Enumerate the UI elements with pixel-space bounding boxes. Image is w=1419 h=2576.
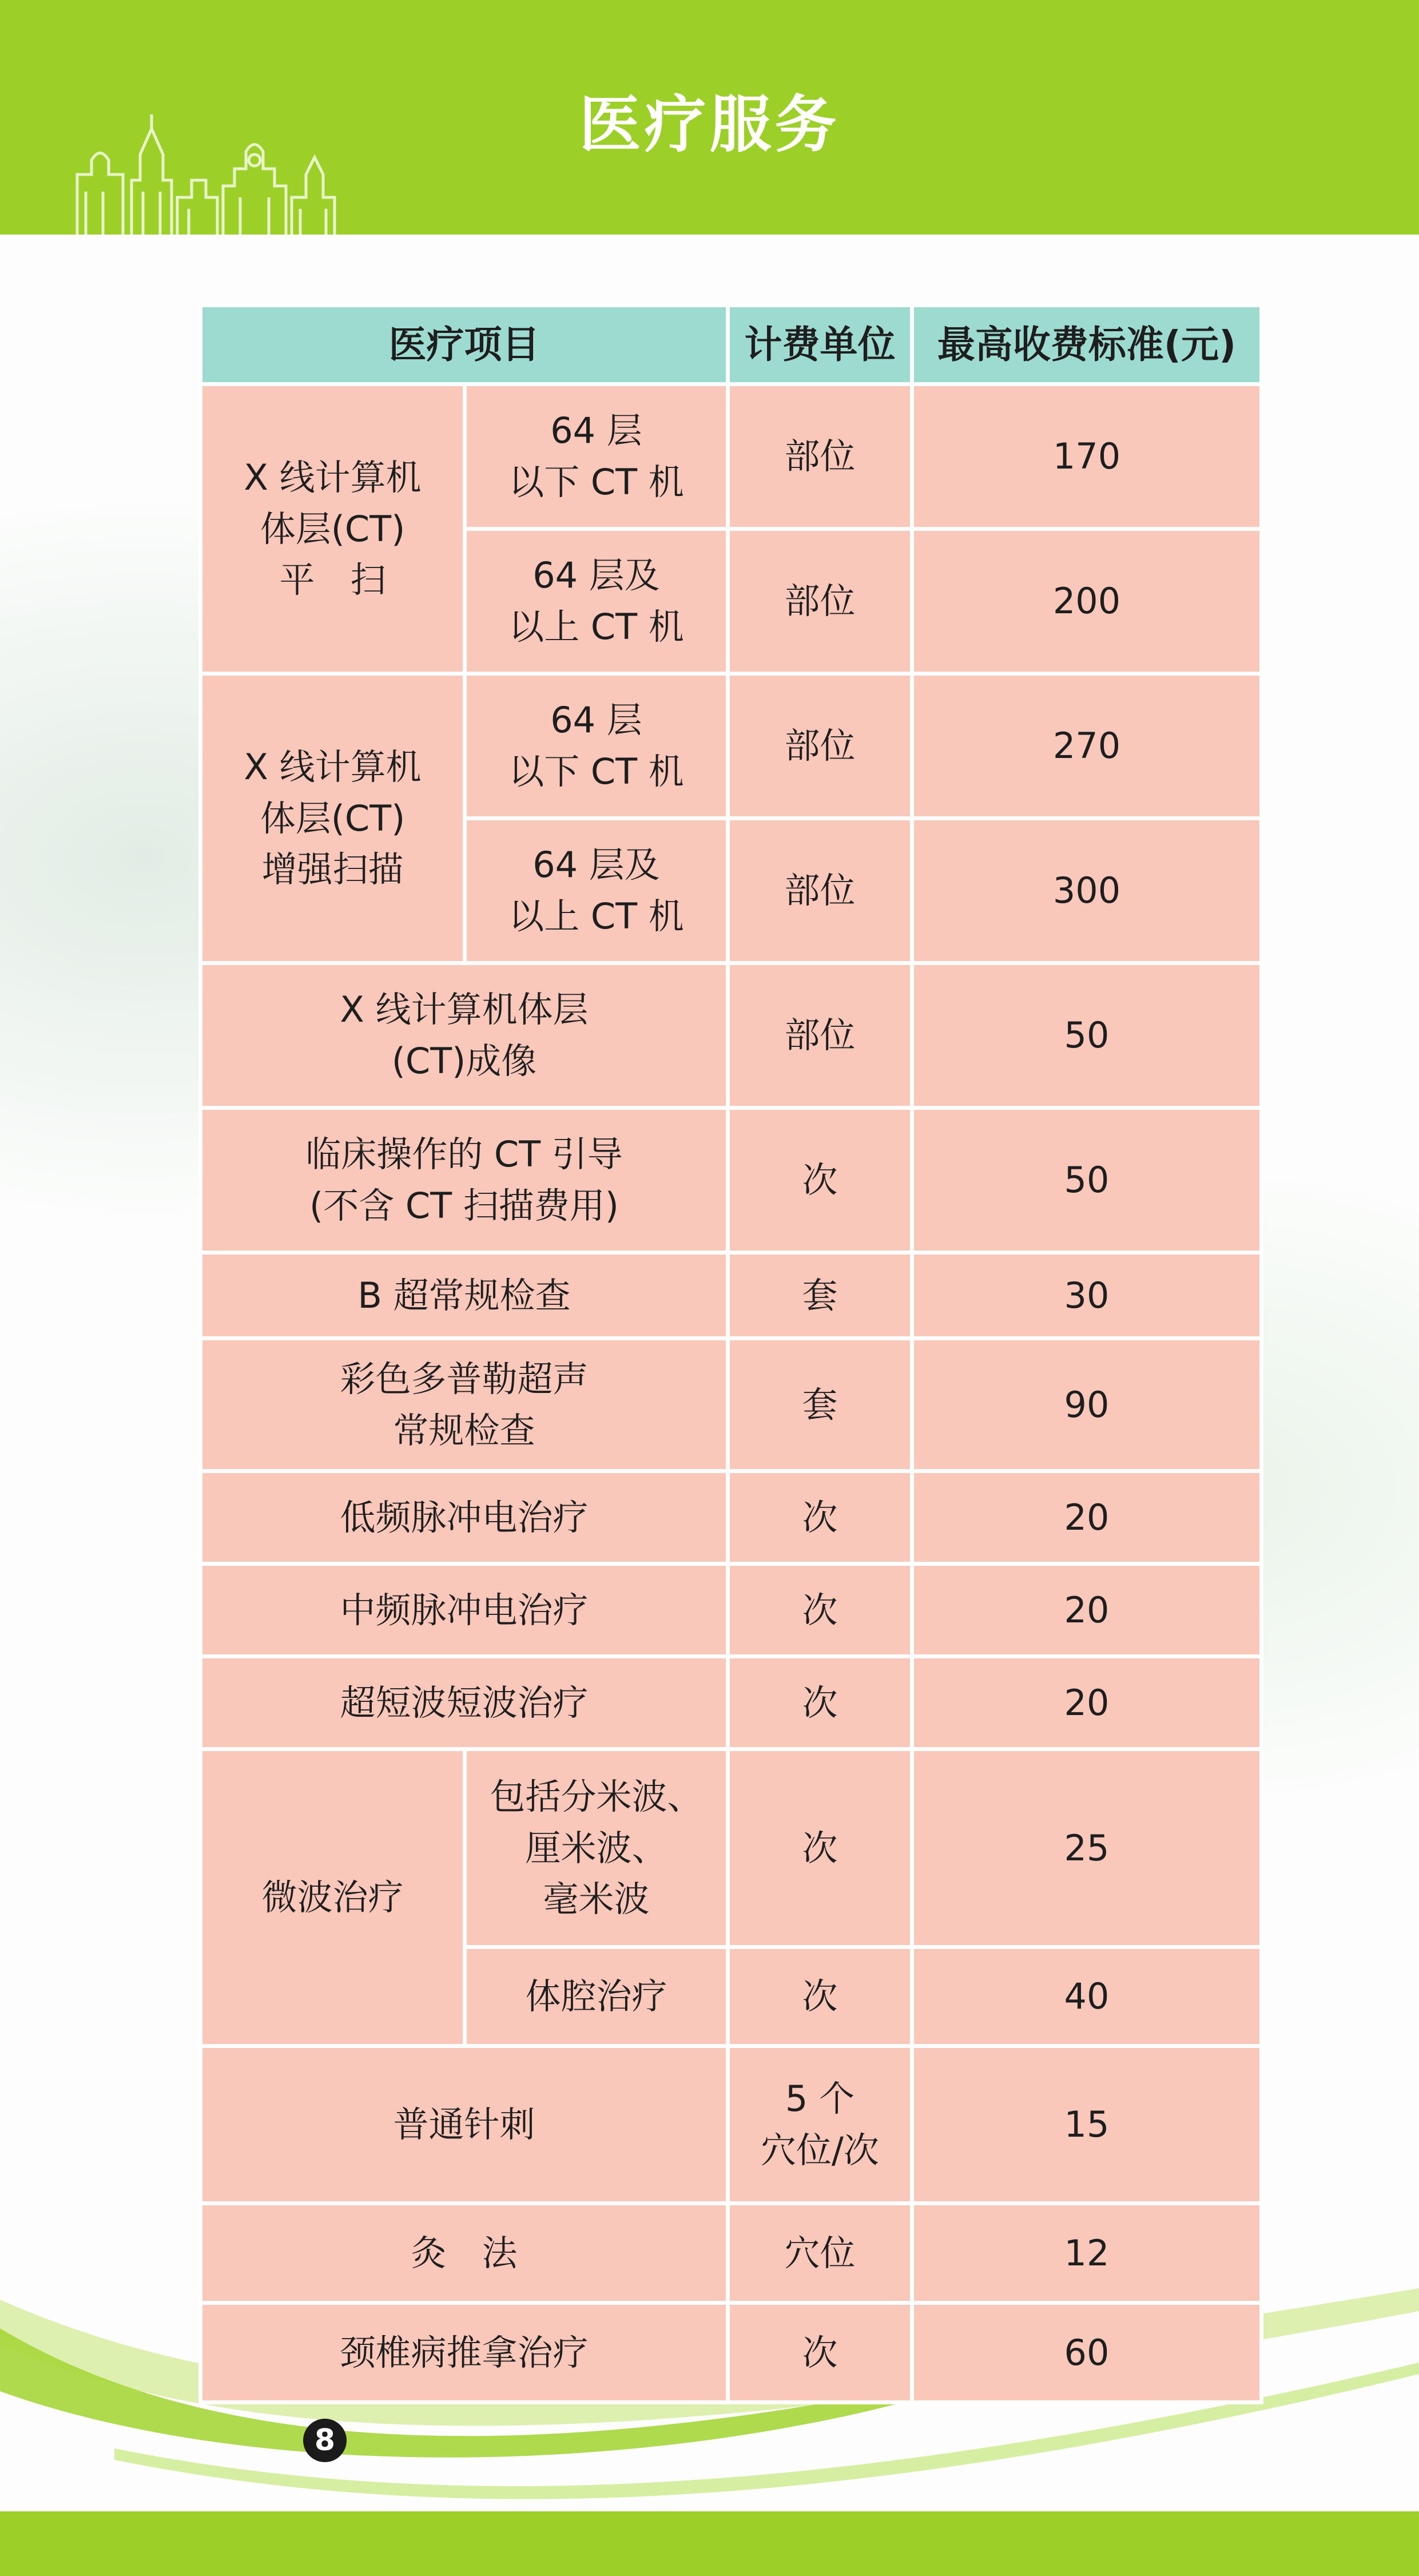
page-number-badge: 8 [303, 2419, 347, 2462]
unit-cell: 次 [728, 1108, 912, 1253]
item-sub-label: 64 层及 以上 CT 机 [465, 529, 728, 674]
unit-cell: 穴位 [728, 2204, 912, 2303]
item-group-label: X 线计算机 体层(CT) 增强扫描 [201, 674, 465, 963]
item-label: 临床操作的 CT 引导 (不含 CT 扫描费用) [201, 1108, 728, 1253]
price-cell: 300 [912, 819, 1262, 963]
item-label: 超短波短波治疗 [201, 1657, 728, 1749]
page-title: 医疗服务 [579, 89, 840, 161]
fee-table [198, 303, 1263, 2404]
table-row [201, 674, 1262, 819]
item-label: B 超常规检查 [201, 1253, 728, 1339]
item-label: 低频脉冲电治疗 [201, 1471, 728, 1564]
item-group-label: 微波治疗 [201, 1749, 465, 2046]
unit-cell: 部位 [728, 384, 912, 529]
unit-cell: 部位 [728, 963, 912, 1108]
table-row [201, 1564, 1262, 1657]
table-row [201, 2046, 1262, 2204]
item-sub-label: 体腔治疗 [465, 1947, 728, 2046]
header-unit: 计费单位 [728, 305, 912, 384]
table-row [201, 963, 1262, 1108]
price-cell: 30 [912, 1253, 1262, 1339]
price-cell: 170 [912, 384, 1262, 529]
footer-bar [0, 2511, 1419, 2576]
table-row [201, 2303, 1262, 2403]
item-label: 中频脉冲电治疗 [201, 1564, 728, 1657]
unit-cell: 次 [728, 1947, 912, 2046]
unit-cell: 次 [728, 1749, 912, 1947]
item-label: 彩色多普勒超声 常规检查 [201, 1339, 728, 1471]
table-row [201, 1749, 1262, 1947]
price-cell: 60 [912, 2303, 1262, 2403]
item-group-label: X 线计算机 体层(CT) 平 扫 [201, 384, 465, 674]
price-cell: 90 [912, 1339, 1262, 1471]
item-sub-label: 包括分米波、 厘米波、 毫米波 [465, 1749, 728, 1947]
header-bar [0, 0, 1419, 235]
price-cell: 200 [912, 529, 1262, 674]
item-sub-label: 64 层及 以上 CT 机 [465, 819, 728, 963]
price-cell: 270 [912, 674, 1262, 819]
price-cell: 50 [912, 1108, 1262, 1253]
unit-cell: 部位 [728, 529, 912, 674]
item-label: X 线计算机体层 (CT)成像 [201, 963, 728, 1108]
price-cell: 15 [912, 2046, 1262, 2204]
item-label: 普通针刺 [201, 2046, 728, 2204]
table-header-row [201, 305, 1262, 384]
unit-cell: 次 [728, 1564, 912, 1657]
header-price: 最高收费标准(元) [912, 305, 1262, 384]
item-sub-label: 64 层 以下 CT 机 [465, 384, 728, 529]
table-row [201, 1471, 1262, 1564]
unit-cell: 部位 [728, 674, 912, 819]
unit-cell: 次 [728, 2303, 912, 2403]
price-cell: 25 [912, 1749, 1262, 1947]
item-label: 颈椎病推拿治疗 [201, 2303, 728, 2403]
header-item: 医疗项目 [201, 305, 728, 384]
table-row [201, 384, 1262, 529]
table-row [201, 1253, 1262, 1339]
table-row [201, 1108, 1262, 1253]
unit-cell: 部位 [728, 819, 912, 963]
table-row [201, 2204, 1262, 2303]
unit-cell: 套 [728, 1253, 912, 1339]
unit-cell: 套 [728, 1339, 912, 1471]
table-row [201, 1339, 1262, 1471]
unit-cell: 次 [728, 1471, 912, 1564]
price-cell: 40 [912, 1947, 1262, 2046]
price-cell: 12 [912, 2204, 1262, 2303]
item-label: 灸 法 [201, 2204, 728, 2303]
unit-cell: 5 个 穴位/次 [728, 2046, 912, 2204]
table-row [201, 1657, 1262, 1749]
price-cell: 20 [912, 1564, 1262, 1657]
price-cell: 20 [912, 1471, 1262, 1564]
item-sub-label: 64 层 以下 CT 机 [465, 674, 728, 819]
price-cell: 50 [912, 963, 1262, 1108]
price-cell: 20 [912, 1657, 1262, 1749]
unit-cell: 次 [728, 1657, 912, 1749]
